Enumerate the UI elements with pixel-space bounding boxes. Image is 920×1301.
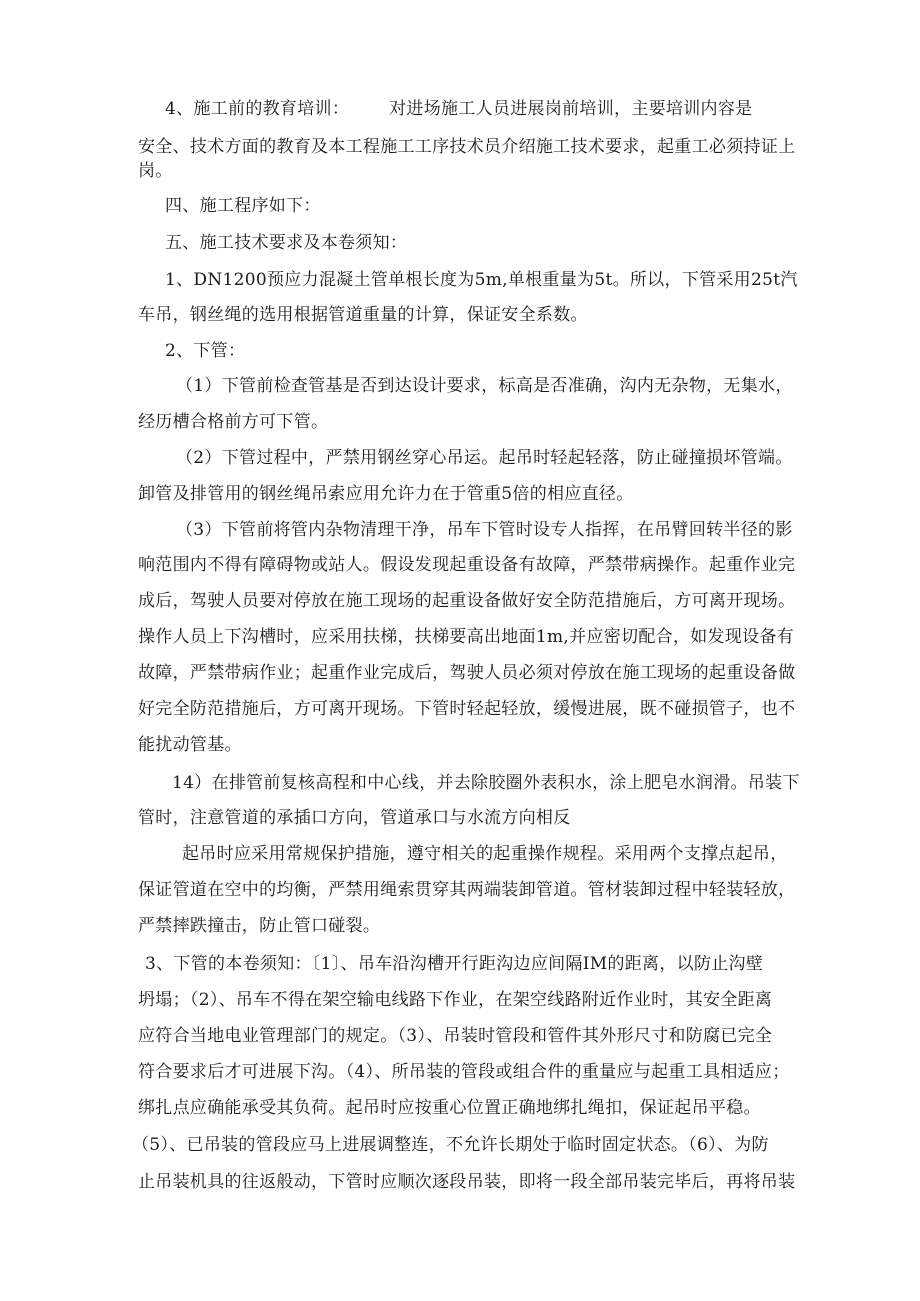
sub4-line-1: 14）在排管前复核高程和中心线，并去除胶圈外表积水，涂上肥皂水润滑。吊装下 (172, 773, 800, 793)
sub2-line-2: 卸管及排管用的钢丝绳吊索应用允许力在于管重5倍的相应直径。 (138, 484, 634, 504)
sub3-line-7: 能扰动管基。 (138, 735, 242, 755)
sub3-line-4: 操作人员上下沟槽时，应采用扶梯，扶梯要高出地面1m,并应密切配合，如发现设备有 (138, 627, 795, 647)
section-heading-5: 五、施工技术要求及本卷须知： (165, 233, 408, 253)
p1-line-3: 岗。 (138, 161, 173, 181)
item3-line-1: 3、下管的本卷须知：〔1〕、吊车沿沟槽开行距沟边应间隔IM的距离，以防止沟壁 (145, 954, 764, 974)
sub3-line-2: 响范围内不得有障碍物或站人。假设发现起重设备有故障，严禁带病操作。起重作业完 (138, 555, 796, 575)
sub3-line-5: 故障，严禁带病作业；起重作业完成后，驾驶人员必须对停放在施工现场的起重设备做 (138, 663, 796, 683)
item3-line-4: 符合要求后才可进展下沟。（4）、所吊装的管段或组合件的重量应与起重工具相适应； (138, 1062, 790, 1082)
item3-line-3: 应符合当地电业管理部门的规定。（3）、吊装时管段和管件其外形尺寸和防腐已完全 (138, 1026, 773, 1046)
lift-line-1: 起吊时应采用常规保护措施，遵守相关的起重操作规程。采用两个支撑点起吊， (182, 844, 788, 864)
item1-line-2: 车吊，钢丝绳的选用根据管道重量的计算，保证安全系数。 (138, 305, 588, 325)
item3-line-7: 止吊装机具的往返般动，下管时应顺次逐段吊装，即将一段全部吊装完毕后，再将吊装 (138, 1172, 796, 1192)
sub4-line-2: 管时，注意管道的承插口方向，管道承口与水流方向相反 (138, 808, 571, 828)
sub1-line-1: （1）下管前检查管基是否到达设计要求，标高是否准确，沟内无杂物，无集水， (176, 376, 793, 396)
sub3-line-1: （3）下管前将管内杂物清理干净，吊车下管时设专人指挥，在吊臂回转半径的影 (176, 520, 793, 540)
lift-line-2: 保证管道在空中的均衡，严禁用绳索贯穿其两端装卸管道。管材装卸过程中轻装轻放， (138, 880, 796, 900)
item3-line-6: （5）、已吊装的管段应马上进展调整连，不允许长期处于临时固定状态。（6）、为防 (132, 1135, 769, 1155)
item1-line-1: 1、DN1200预应力混凝土管单根长度为5m,单根重量为5t。所以，下管采用25t汽 (165, 270, 798, 290)
p1-heading: 4、施工前的教育培训： (165, 99, 350, 119)
item3-line-5: 绑扎点应确能承受其负荷。起吊时应按重心位置正确地绑扎绳扣，保证起吊平稳。 (138, 1098, 761, 1118)
p1-text: 对进场施工人员进展岗前培训，主要培训内容是 (389, 99, 753, 119)
sub3-line-3: 成后，驾驶人员要对停放在施工现场的起重设备做好安全防范措施后，方可离开现场。 (138, 591, 796, 611)
sub3-line-6: 好完全防范措施后，方可离开现场。下管时轻起轻放，缓慢进展，既不碰损管子，也不 (138, 699, 796, 719)
sub1-line-2: 经历槽合格前方可下管。 (138, 412, 329, 432)
section-heading-4: 四、施工程序如下： (165, 196, 321, 216)
lift-line-3: 严禁摔跌撞击，防止管口碰裂。 (138, 916, 381, 936)
sub2-line-1: （2）下管过程中，严禁用钢丝穿心吊运。起吊时轻起轻落，防止碰撞损坏管端。 (176, 448, 793, 468)
item2-heading: 2、下管： (165, 341, 246, 361)
item3-line-2: 坍塌；（2）、吊车不得在架空输电线路下作业，在架空线路附近作业时，其安全距离 (138, 990, 773, 1010)
p1-line-1 (165, 97, 752, 121)
p1-line-2: 安全、技术方面的教育及本工程施工工序技术员介绍施工技术要求，起重工必须持证上 (138, 137, 796, 157)
